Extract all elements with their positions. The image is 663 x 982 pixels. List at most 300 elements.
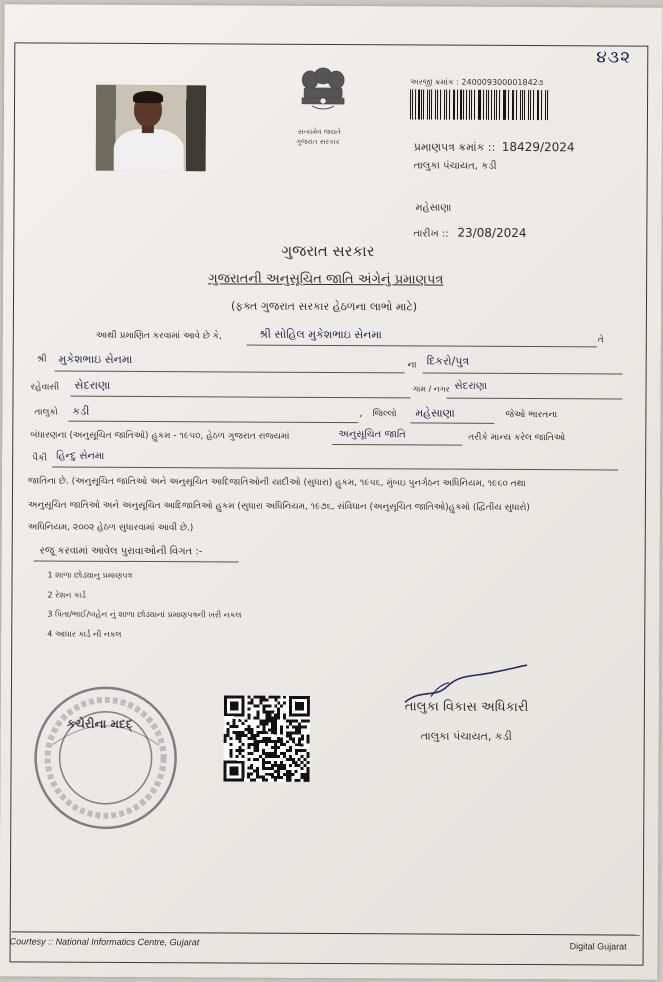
- qr-module: [274, 716, 277, 719]
- officer-office: તાલુકા પંચાયત, કડી: [420, 729, 512, 743]
- barcode-bar: [546, 90, 548, 120]
- qr-module: [283, 696, 286, 699]
- barcode-bar: [520, 90, 521, 120]
- emblem-caption: ગુજરાત સરકાર: [295, 137, 340, 147]
- qr-module: [224, 740, 227, 743]
- qr-module: [301, 749, 304, 752]
- qr-module: [248, 701, 251, 704]
- date-label: તારીખ ::: [413, 228, 449, 240]
- qr-module: [298, 737, 301, 740]
- qr-module: [224, 734, 227, 737]
- qr-module: [271, 764, 274, 767]
- qr-module: [262, 696, 265, 699]
- qr-module: [250, 731, 253, 734]
- qr-module: [262, 710, 265, 713]
- evidence-heading: રજૂ કરવામાં આવેલ પુરાવાઓની વિગત :-: [39, 545, 203, 558]
- qr-module: [256, 758, 259, 761]
- qr-module: [256, 770, 259, 773]
- qr-module: [307, 755, 310, 758]
- qr-module: [295, 720, 298, 723]
- qr-module: [307, 773, 310, 776]
- qr-module: [253, 770, 256, 773]
- je-bharat: જેઓ ભારતના: [505, 409, 558, 421]
- qr-module: [268, 737, 271, 740]
- qr-module: [301, 776, 304, 779]
- qr-module: [238, 749, 241, 752]
- qr-module: [256, 716, 259, 719]
- qr-module: [230, 743, 233, 746]
- qr-module: [262, 761, 265, 764]
- qr-module: [236, 725, 239, 728]
- qr-module: [277, 711, 280, 714]
- qr-module: [242, 734, 245, 737]
- qr-code: [223, 695, 309, 781]
- barcode-bar: [463, 90, 464, 120]
- shri-label: શ્રી: [36, 354, 47, 365]
- qr-module: [268, 711, 271, 714]
- barcode-bar: [496, 90, 497, 120]
- qr-module: [262, 699, 265, 702]
- date: 23/08/2024: [457, 225, 527, 241]
- qr-module: [283, 714, 286, 717]
- qr-module: [304, 758, 307, 761]
- qr-module: [274, 761, 277, 764]
- qr-module: [230, 725, 233, 728]
- qr-module: [277, 776, 280, 779]
- qr-module: [283, 773, 286, 776]
- qr-module: [286, 779, 289, 782]
- qr-module: [262, 728, 265, 731]
- qr-module: [295, 749, 298, 752]
- qr-module: [277, 696, 280, 699]
- constitution-text: બંધારણના (અનુસૂચિત જાતિઓ) હુકમ - ૧૯૫૦, હેઠળ ગુજરાત રાજ્યમાં: [30, 430, 290, 442]
- para-line-1: જાતિના છે. (અનુસૂચિત જાતિઓ અને અનુસૂચિત આદિજાતિઓની યાદીઓ (સુધારા) હુકમ, ૧૯૫૬, મુંબઇ પુનર્ગઠન અધિનિયમ, ૧૯૬૦ તથા: [28, 476, 526, 490]
- qr-module: [239, 740, 242, 743]
- qr-module: [250, 767, 253, 770]
- qr-module: [271, 716, 274, 719]
- qr-module: [301, 755, 304, 758]
- barcode-bar: [460, 90, 462, 120]
- qr-module: [268, 696, 271, 699]
- qr-module: [268, 767, 271, 770]
- qr-module: [274, 740, 277, 743]
- place: મહેસાણા: [415, 202, 452, 214]
- qr-module: [289, 770, 292, 773]
- qr-module: [268, 728, 271, 731]
- qr-module: [286, 776, 289, 779]
- qr-module: [271, 725, 274, 728]
- qr-module: [241, 743, 244, 746]
- qr-module: [262, 740, 265, 743]
- qr-module: [283, 755, 286, 758]
- application-number: અરજી ક્રમાંક : 240009300001842૭: [410, 77, 544, 88]
- qr-module: [262, 764, 265, 767]
- qr-module: [256, 713, 259, 716]
- qr-module: [256, 734, 259, 737]
- qr-module: [283, 767, 286, 770]
- qr-module: [250, 734, 253, 737]
- qr-module: [265, 710, 268, 713]
- qr-module: [286, 725, 289, 728]
- qr-module: [292, 737, 295, 740]
- qr-module: [256, 746, 259, 749]
- qr-module: [274, 749, 277, 752]
- qr-module: [289, 731, 292, 734]
- qr-module: [247, 725, 250, 728]
- qr-module: [251, 699, 254, 702]
- evidence-item: 2 રેશન કાર્ડ: [47, 590, 86, 600]
- barcode-bar: [479, 90, 481, 120]
- qr-module: [256, 767, 259, 770]
- qr-module: [259, 702, 262, 705]
- qr-module: [277, 773, 280, 776]
- qr-module: [301, 773, 304, 776]
- qr-module: [298, 725, 301, 728]
- qr-module: [295, 761, 298, 764]
- qr-module: [247, 746, 250, 749]
- qr-module: [253, 779, 256, 782]
- qr-module: [295, 702, 304, 711]
- qr-module: [250, 728, 253, 731]
- qr-module: [277, 702, 280, 705]
- comma: ,: [359, 408, 363, 420]
- barcode-bar: [524, 90, 525, 120]
- qr-module: [307, 752, 310, 755]
- qr-module: [286, 770, 289, 773]
- qr-module: [271, 755, 274, 758]
- qr-module: [265, 752, 268, 755]
- qr-module: [259, 731, 262, 734]
- qr-module: [277, 740, 280, 743]
- qr-module: [265, 773, 268, 776]
- qr-module: [230, 701, 239, 710]
- qr-module: [247, 773, 250, 776]
- qr-module: [245, 728, 248, 731]
- qr-module: [229, 767, 238, 776]
- qr-module: [265, 719, 268, 722]
- qr-module: [233, 725, 236, 728]
- qr-module: [307, 770, 310, 773]
- qr-module: [253, 743, 256, 746]
- qr-module: [227, 722, 230, 725]
- qr-module: [268, 740, 271, 743]
- qr-module: [265, 740, 268, 743]
- qr-module: [256, 740, 259, 743]
- qr-module: [289, 776, 292, 779]
- qr-module: [253, 749, 256, 752]
- barcode-bar: [522, 90, 523, 120]
- qr-module: [307, 737, 310, 740]
- qr-module: [286, 734, 289, 737]
- barcode-bar: [457, 90, 458, 120]
- barcode-bar: [499, 90, 500, 120]
- qr-module: [292, 725, 295, 728]
- qr-module: [236, 749, 239, 752]
- barcode-bar: [530, 90, 531, 120]
- qr-module: [292, 720, 295, 723]
- qr-module: [247, 737, 250, 740]
- barcode-bar: [494, 90, 495, 120]
- qr-module: [307, 776, 310, 779]
- qr-module: [274, 743, 277, 746]
- qr-module: [265, 716, 268, 719]
- qr-module: [247, 731, 250, 734]
- qr-module: [277, 714, 280, 717]
- gam-nagar-label: ગામ / નગર: [412, 384, 450, 394]
- qr-module: [248, 716, 251, 719]
- qr-module: [253, 746, 256, 749]
- qr-module: [274, 770, 277, 773]
- qr-module: [268, 713, 271, 716]
- qr-module: [241, 749, 244, 752]
- qr-module: [277, 767, 280, 770]
- district-label: જિલ્લો: [372, 409, 397, 420]
- qr-module: [257, 696, 260, 699]
- qr-module: [245, 719, 248, 722]
- qr-module: [236, 737, 239, 740]
- barcode-bar: [410, 89, 411, 119]
- barcode-bar: [533, 90, 534, 120]
- qr-module: [301, 734, 304, 737]
- qr-module: [271, 728, 274, 731]
- qr-module: [289, 749, 292, 752]
- para-line-2: અનુસૂચિત જાતિઓ અને અનુસૂચિત આદિજાતિઓ હુકમ (સુધારા અધિનિયમ, ૧૯૭૬, સંવિધાન (અનુસૂચિત જાતિઓ)હુકમો (દ્વિતીય સુધારો): [27, 500, 530, 514]
- barcode-bar: [516, 90, 517, 120]
- qr-module: [247, 767, 250, 770]
- barcode-bar: [513, 90, 514, 120]
- qr-module: [301, 726, 304, 729]
- qr-module: [254, 704, 257, 707]
- qr-module: [259, 776, 262, 779]
- barcode-bar: [466, 90, 467, 120]
- qr-module: [274, 725, 277, 728]
- barcode-bar: [440, 90, 441, 120]
- qr-module: [283, 752, 286, 755]
- qr-module: [262, 708, 265, 711]
- qr-module: [271, 776, 274, 779]
- qr-module: [298, 749, 301, 752]
- qr-module: [241, 755, 244, 758]
- qr-module: [262, 776, 265, 779]
- qr-module: [247, 743, 250, 746]
- barcode-bar: [528, 90, 530, 120]
- certificate-number-label: પ્રમાણપત્ર ક્રમાંક ::: [413, 140, 496, 154]
- official-stamp: [30, 684, 181, 831]
- relation: દિકરો/પુત્ર: [426, 354, 470, 368]
- barcode: [410, 89, 550, 120]
- qr-module: [268, 752, 271, 755]
- qr-module: [233, 719, 236, 722]
- qr-module: [256, 725, 259, 728]
- barcode-bar: [431, 90, 432, 120]
- qr-module: [301, 737, 304, 740]
- qr-module: [250, 764, 253, 767]
- qr-module: [239, 734, 242, 737]
- qr-module: [268, 705, 271, 708]
- qr-module: [274, 764, 277, 767]
- qr-module: [248, 707, 251, 710]
- qr-module: [271, 719, 274, 722]
- qr-module: [289, 720, 292, 723]
- qr-module: [304, 776, 307, 779]
- qr-module: [262, 725, 265, 728]
- qr-module: [280, 761, 283, 764]
- qr-module: [271, 740, 274, 743]
- barcode-bar: [445, 90, 446, 120]
- qr-module: [298, 740, 301, 743]
- barcode-bar: [415, 89, 416, 119]
- qr-module: [253, 758, 256, 761]
- qr-module: [307, 779, 310, 782]
- qr-module: [250, 773, 253, 776]
- qr-module: [268, 719, 271, 722]
- qr-module: [242, 731, 245, 734]
- qr-module: [262, 779, 265, 782]
- qr-module: [307, 720, 310, 723]
- qr-module: [265, 713, 268, 716]
- qr-module: [230, 737, 233, 740]
- qr-module: [265, 737, 268, 740]
- qr-module: [262, 719, 265, 722]
- qr-module: [256, 749, 259, 752]
- qr-module: [256, 773, 259, 776]
- qr-module: [250, 737, 253, 740]
- qr-module: [268, 755, 271, 758]
- qr-module: [283, 764, 286, 767]
- evidence-item: 1 શાળા છોડ્યાનુ પ્રમાણપત્ર: [47, 570, 133, 580]
- barcode-bar: [486, 90, 487, 120]
- barcode-bar: [454, 90, 455, 120]
- barcode-bar: [504, 90, 506, 120]
- qr-module: [248, 696, 251, 699]
- qr-module: [247, 728, 250, 731]
- qr-module: [259, 699, 262, 702]
- qr-module: [277, 716, 280, 719]
- applicant-photo: [96, 85, 206, 172]
- qr-module: [262, 737, 265, 740]
- qr-module: [239, 737, 242, 740]
- qr-module: [295, 731, 298, 734]
- barcode-bar: [488, 90, 489, 120]
- qr-module: [239, 719, 242, 722]
- para-line-3: અધિનિયમ, ૨૦૦૨ હેઠળ સુધારવામાં આવી છે.): [27, 522, 194, 534]
- qr-module: [247, 776, 250, 779]
- na-label: ના: [407, 360, 417, 371]
- barcode-bar: [471, 90, 472, 120]
- father-name: મુકેશભાઇ સેનમા: [58, 352, 133, 366]
- qr-module: [286, 749, 289, 752]
- qr-module: [280, 740, 283, 743]
- certificate-number: 18429/2024: [501, 139, 575, 155]
- qr-module: [295, 770, 298, 773]
- qr-module: [256, 705, 259, 708]
- qr-module: [304, 773, 307, 776]
- recognized-text: તરીકે માન્ય કરેલ જાતિઓ: [468, 432, 566, 444]
- qr-module: [292, 773, 295, 776]
- qr-module: [286, 758, 289, 761]
- paiki-label: પૈકી: [32, 453, 47, 464]
- qr-module: [289, 734, 292, 737]
- qr-module: [298, 758, 301, 761]
- qr-module: [307, 767, 310, 770]
- qr-module: [265, 743, 268, 746]
- qr-module: [262, 705, 265, 708]
- qr-module: [274, 719, 277, 722]
- office-line: તાલુકા પંચાયત, કડી: [413, 160, 497, 172]
- qr-module: [280, 728, 283, 731]
- qr-module: [265, 705, 268, 708]
- stamp-text: કચેરીના મદદ્: [66, 716, 133, 731]
- qr-module: [301, 720, 304, 723]
- qr-module: [274, 699, 277, 702]
- qr-module: [274, 746, 277, 749]
- qr-module: [280, 752, 283, 755]
- qr-module: [265, 699, 268, 702]
- evidence-item: 4 આધાર કાર્ડ ની નકલ: [47, 629, 122, 639]
- barcode-bar: [541, 90, 542, 120]
- qr-module: [274, 779, 277, 782]
- qr-module: [268, 773, 271, 776]
- qr-module: [262, 767, 265, 770]
- qr-module: [265, 755, 268, 758]
- qr-module: [289, 737, 292, 740]
- qr-module: [289, 764, 292, 767]
- qr-module: [307, 734, 310, 737]
- qr-module: [259, 755, 262, 758]
- qr-module: [238, 746, 241, 749]
- qr-module: [250, 743, 253, 746]
- qr-module: [274, 713, 277, 716]
- qr-module: [259, 740, 262, 743]
- qr-module: [247, 752, 250, 755]
- barcode-bar: [412, 89, 413, 119]
- qr-module: [271, 746, 274, 749]
- qr-module: [271, 731, 274, 734]
- qr-module: [227, 734, 230, 737]
- qr-module: [280, 705, 283, 708]
- qr-module: [283, 743, 286, 746]
- qr-module: [265, 779, 268, 782]
- qr-module: [298, 731, 301, 734]
- qr-module: [242, 722, 245, 725]
- qr-module: [286, 773, 289, 776]
- qr-module: [268, 716, 271, 719]
- qr-module: [289, 773, 292, 776]
- certificate-subtitle: (ફક્ત ગુજરાત સરકાર હેઠળના લાભો માટે): [230, 299, 418, 314]
- govt-title: ગુજરાત સરકાર: [281, 241, 375, 261]
- barcode-bar: [449, 90, 450, 120]
- barcode-bar: [421, 89, 422, 119]
- qr-module: [265, 722, 268, 725]
- qr-module: [295, 752, 298, 755]
- qr-module: [259, 722, 262, 725]
- barcode-bar: [483, 90, 484, 120]
- qr-module: [262, 731, 265, 734]
- qr-module: [271, 773, 274, 776]
- qr-module: [262, 758, 265, 761]
- national-emblem-icon: [288, 58, 358, 138]
- qr-module: [289, 779, 292, 782]
- qr-module: [277, 764, 280, 767]
- qr-module: [262, 722, 265, 725]
- qr-module: [238, 752, 241, 755]
- qr-module: [268, 761, 271, 764]
- barcode-bar: [437, 90, 439, 120]
- certificate-sheet: [0, 4, 663, 979]
- qr-module: [247, 758, 250, 761]
- certificate-title: ગુજરાતની અનુસૂચિત જાતિ અંગેનું પ્રમાણપત્ર: [208, 271, 444, 288]
- qr-module: [262, 752, 265, 755]
